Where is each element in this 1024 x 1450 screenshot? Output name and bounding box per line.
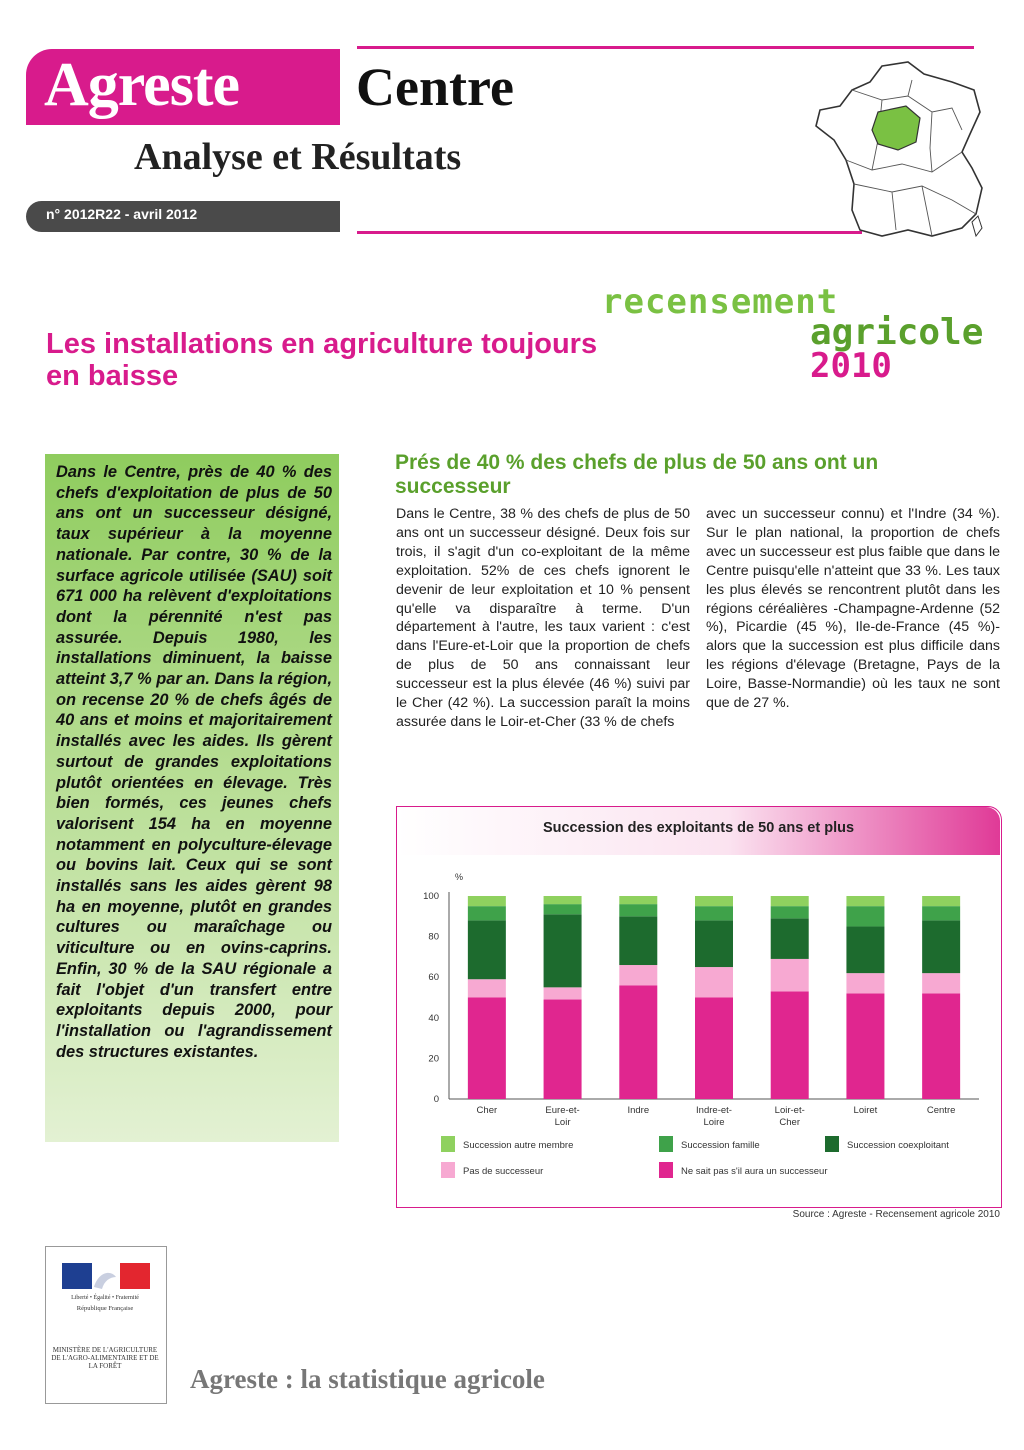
republic-label: République Française [76, 1305, 134, 1312]
legend-label: Succession autre membre [463, 1140, 574, 1151]
bar-segment [544, 987, 582, 999]
bar-segment [544, 1000, 582, 1099]
chart-source: Source : Agreste - Recensement agricole 2010 [792, 1209, 1000, 1220]
bar-segment [695, 920, 733, 967]
x-tick-label: Loiret [853, 1105, 878, 1116]
bar-segment [771, 991, 809, 1099]
y-tick-label: 100 [423, 891, 439, 902]
bar-segment [695, 967, 733, 997]
bar-segment [544, 904, 582, 914]
bar-segment [619, 904, 657, 916]
stacked-bar-chart [397, 856, 999, 1204]
body-column-1: Dans le Centre, 38 % des chefs de plus de 50 ans ont un successeur désigné. Deux fois sur trois, il s'agit d'un co-exploitant de la même exploitation. 52% de ces chefs ignorent le devenir de leur exploitation et 10 % pensent qu'elle va disparaître à terme. D'un département à l'autre, les taux varient : c'est dans l'Eure-et-Loir que la proportion de chefs de plus de 50 ans connaissant leur successeur est la plus élevée (46 %) suivi par le Cher (42 %). La succession paraît la moins assurée dans le Loir-et-Cher (33 % de chefs [396, 506, 690, 730]
series-title: Analyse et Résultats [134, 136, 462, 178]
bar-segment [922, 896, 960, 906]
bar-segment [922, 920, 960, 973]
y-tick-label: 20 [428, 1053, 439, 1065]
bar-segment [922, 993, 960, 1099]
marianne-logo-icon [46, 1247, 166, 1403]
bottom-rule [357, 231, 862, 234]
bar-segment [468, 920, 506, 979]
legend-swatch [441, 1136, 455, 1152]
legend-label: Ne sait pas s'il aura un successeur [681, 1166, 828, 1177]
bar-segment [771, 959, 809, 991]
bar-segment [544, 896, 582, 904]
section-heading: Prés de 40 % des chefs de plus de 50 ans ont un successeur [395, 451, 879, 498]
x-tick-label: Eure-et- [545, 1105, 580, 1116]
census-logo-line1: recensement [602, 282, 839, 322]
legend-label: Succession coexploitant [847, 1140, 949, 1151]
bar-segment [695, 906, 733, 920]
bar-segment [619, 965, 657, 985]
x-tick-label: Loir-et- [774, 1105, 805, 1116]
bar-segment [468, 906, 506, 920]
census-logo-line2: agricole [810, 312, 984, 353]
x-tick-label: Indre [627, 1105, 650, 1116]
bar-segment [846, 993, 884, 1099]
bar-segment [695, 998, 733, 1100]
bar-segment [619, 916, 657, 965]
y-tick-label: 80 [428, 931, 439, 943]
y-tick-label: 40 [428, 1012, 439, 1024]
bar-segment [544, 914, 582, 987]
summary-text: Dans le Centre, près de 40 % des chefs d'exploitation de plus de 50 ans ont un successeur désigné, taux supérieur à la moyenne nationale. Par contre, 30 % de la surface agricole utilisée (SAU) soit 671 000 ha relèvent d'exploitations dont la pérennité n'est pas assurée. Depuis 1980, les installations diminuent, la baisse atteint 3,7 % par an. Dans la région, on recense 20 % de chefs âgés de 40 ans et moins et majoritairement installés avec les aides. Ils gèrent surtout de grandes exploitations plutôt orientées en élevage. Très bien formés, ces jeunes chefs valorisent 154 ha en moyenne notamment en polyculture-élevage ou bovins lait. Ceux qui se sont installés sans les aides gèrent 98 ha en moyenne, plutôt en grandes cultures ou maraîchage ou viticulture ou en ovins-caprins. Enfin, 30 % de la SAU régionale a fait l'objet d'un transfert entre exploitants depuis 2000, pour l'installation ou l'agrandissement des structures existantes. [56, 463, 332, 1061]
issue-number: n° 2012R22 - avril 2012 [46, 206, 198, 222]
x-tick-label: Cher [476, 1105, 498, 1116]
bar-segment [846, 906, 884, 926]
legend-label: Pas de successeur [463, 1166, 544, 1177]
body-column-2: avec un successeur connu) et l'Indre (34 %). Sur le plan national, la proportion de chefs avec un successeur est plus faible que dans le Centre puisqu'elle n'atteint que 33 %. Les taux les plus élevés se rencontrent plutôt dans les régions céréalières -Champagne-Ardenne (52 %), Picardie (45 %), Ile-de-France (45 %)- alors que la succession est plus difficile dans les régions d'élevage (Bretagne, Pays de la Loire, Basse-Normandie) où les taux ne sont que de 27 %. [706, 506, 1000, 712]
y-tick-label: 60 [428, 972, 439, 984]
bar-segment [468, 896, 506, 906]
bar-segment [619, 896, 657, 904]
legend-swatch [441, 1162, 455, 1178]
x-tick-label: Indre-et- [696, 1105, 732, 1116]
census-logo-year: 2010 [810, 346, 892, 386]
footer-tagline: Agreste : la statistique agricole [190, 1364, 545, 1394]
bar-segment [771, 918, 809, 959]
bar-segment [695, 896, 733, 906]
bar-segment [468, 998, 506, 1100]
bar-segment [846, 973, 884, 993]
ministry-motto: Liberté • Égalité • Fraternité [71, 1295, 139, 1301]
bar-segment [771, 906, 809, 918]
chart-title: Succession des exploitants de 50 ans et plus [542, 820, 855, 836]
x-tick-label: Loir [554, 1117, 571, 1128]
y-tick-label: 0 [433, 1094, 439, 1105]
legend-swatch [659, 1162, 673, 1178]
article-title: Les installations en agriculture toujours en baisse [46, 328, 598, 392]
legend-label: Succession famille [681, 1140, 760, 1151]
france-map-icon [812, 60, 990, 242]
bar-segment [846, 896, 884, 906]
x-tick-label: Loire [703, 1117, 725, 1128]
y-axis-label: % [455, 872, 464, 882]
bar-segment [468, 979, 506, 997]
legend-swatch [659, 1136, 673, 1152]
bar-segment [771, 896, 809, 906]
bar-segment [619, 985, 657, 1099]
bar-segment [922, 973, 960, 993]
region-name: Centre [356, 57, 514, 117]
ministry-logo [45, 1246, 167, 1404]
ministry-name: MINISTÈRE DE L'AGRICULTURE DE L'AGRO-ALIMENTAIRE ET DE LA FORÊT [51, 1346, 159, 1370]
x-tick-label: Cher [779, 1117, 801, 1128]
x-tick-label: Centre [926, 1105, 956, 1116]
brand-name: Agreste [44, 51, 239, 119]
legend-swatch [825, 1136, 839, 1152]
bar-segment [846, 926, 884, 973]
bar-segment [922, 906, 960, 920]
top-rule [357, 46, 974, 49]
